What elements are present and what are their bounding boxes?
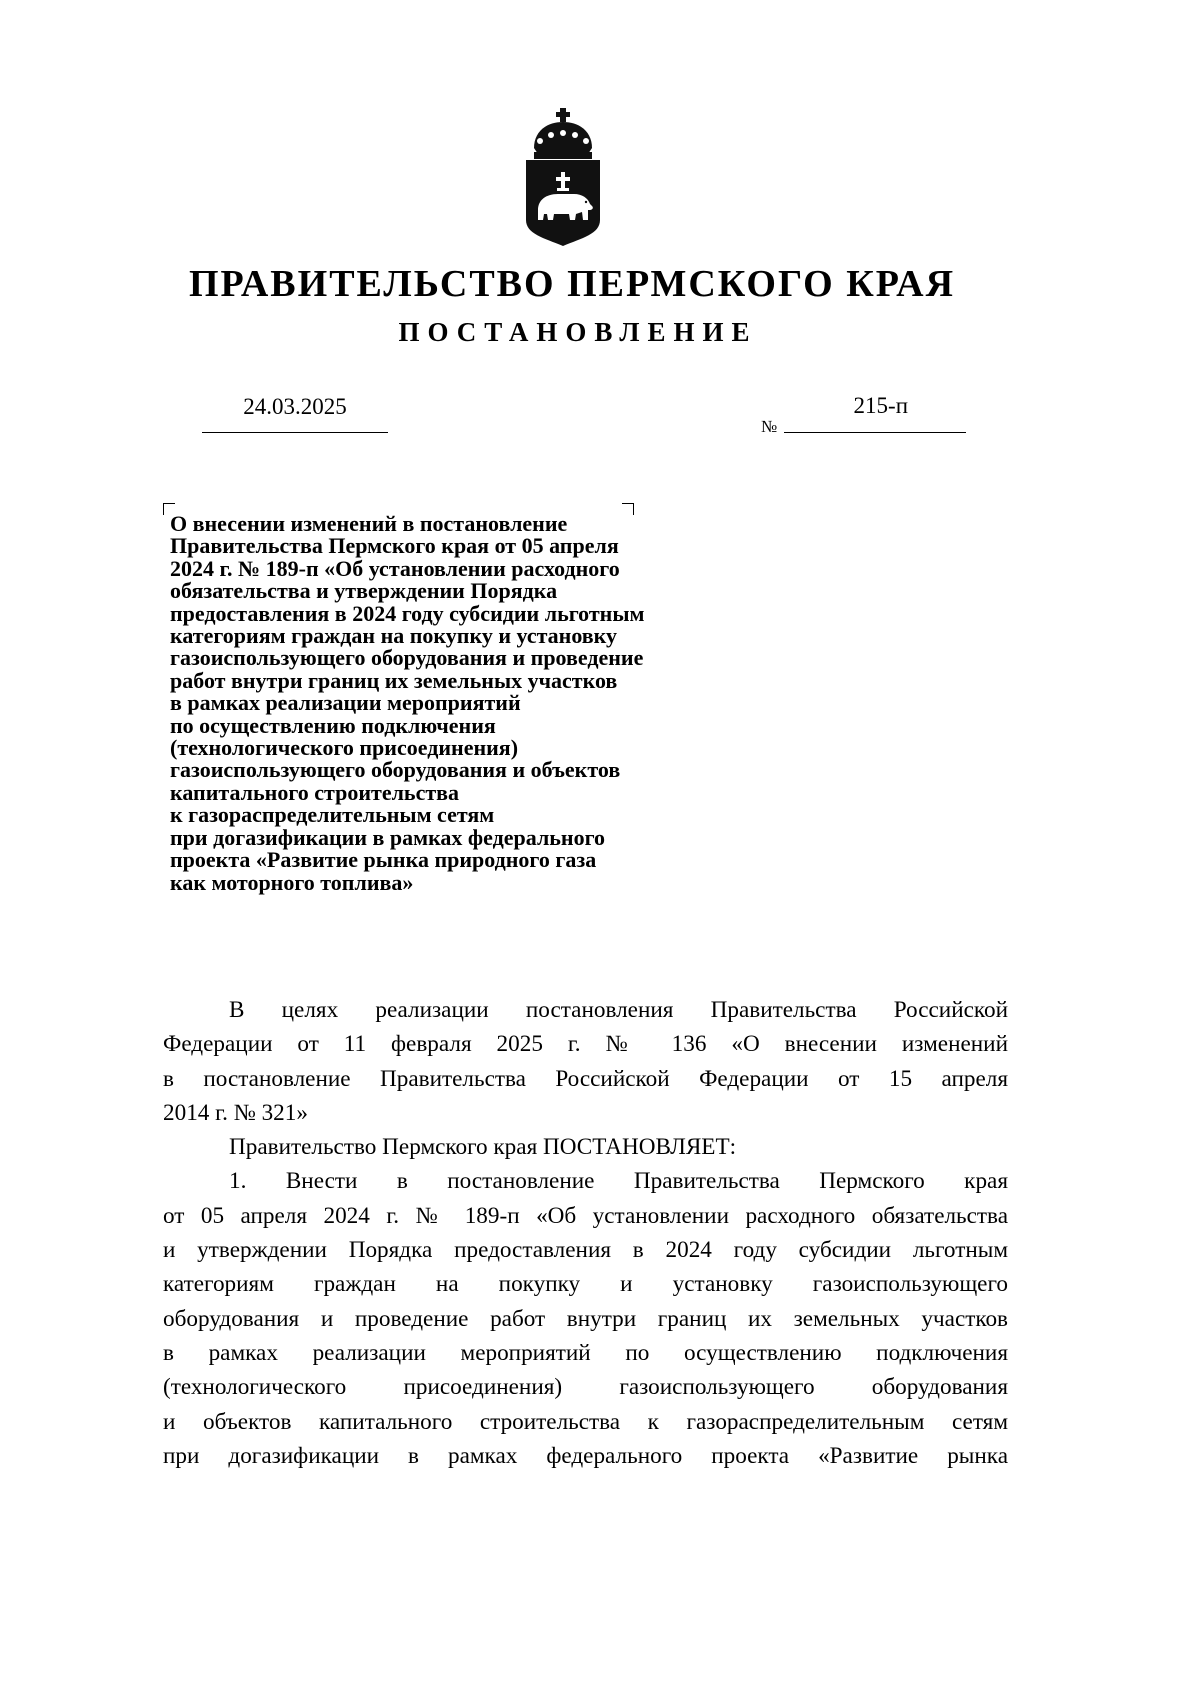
organization-name: ПРАВИТЕЛЬСТВО ПЕРМСКОГО КРАЯ <box>188 263 956 305</box>
body-line: и утверждении Порядка предоставления в 2024 году субсидии льготным <box>163 1237 1008 1264</box>
title-line: по осуществлению подключения <box>170 712 496 738</box>
document-body <box>163 993 1008 1473</box>
body-line: в постановление Правительства Российской Федерации от 15 апреля <box>163 1065 1008 1092</box>
body-line: оборудования и проведение работ внутри границ их земельных участков <box>163 1305 1008 1332</box>
coat-of-arms-icon <box>520 108 606 248</box>
title-line: (технологического присоединения) <box>170 735 519 761</box>
body-line: 1. Внести в постановление Правительства Пермского края <box>229 1168 1008 1195</box>
title-line: категориям граждан на покупку и установку <box>170 623 618 649</box>
body-line: 2014 г. № 321» <box>163 1099 308 1126</box>
body-line: в рамках реализации мероприятий по осуществлению подключения <box>163 1339 1008 1366</box>
title-line: предоставления в 2024 году субсидии льготным <box>170 600 645 626</box>
title-line: обязательства и утверждении Порядка <box>170 578 558 604</box>
number-sign: № <box>761 417 778 436</box>
title-line: работ внутри границ их земельных участков <box>170 667 618 693</box>
title-line: Правительства Пермского края от 05 апреля <box>170 533 619 559</box>
title-line: как моторного топлива» <box>170 869 414 895</box>
title-line: 2024 г. № 189-п «Об установлении расходного <box>170 555 620 581</box>
title-line: в рамках реализации мероприятий <box>170 690 521 716</box>
body-line: от 05 апреля 2024 г. № 189-п «Об установлении расходного обязательства <box>163 1202 1008 1229</box>
date-underline <box>202 432 388 433</box>
body-line: Правительство Пермского края ПОСТАНОВЛЯЕТ: <box>229 1134 737 1161</box>
title-line: капитального строительства <box>170 779 460 805</box>
title-line: к газораспределительным сетям <box>170 802 495 828</box>
body-line: при догазификации в рамках федерального проекта «Развитие рынка <box>163 1442 1008 1469</box>
title-line: проекта «Развитие рынка природного газа <box>170 847 597 873</box>
body-line: категориям граждан на покупку и установку газоиспользующего <box>163 1271 1008 1298</box>
document-title <box>170 513 770 894</box>
document-type: ПОСТАНОВЛЕНИЕ <box>398 317 758 347</box>
body-line: В целях реализации постановления Правительства Российской <box>229 997 1008 1023</box>
title-line: газоиспользующего оборудования и проведение <box>170 645 644 671</box>
title-line: газоиспользующего оборудования и объектов <box>170 757 621 783</box>
title-line: О внесении изменений в постановление <box>170 511 568 536</box>
title-line: при догазификации в рамках федерального <box>170 824 606 850</box>
body-line: Федерации от 11 февраля 2025 г. № 136 «О внесении изменений <box>163 1031 1008 1058</box>
body-line: и объектов капитального строительства к газораспределительным сетям <box>163 1408 1008 1435</box>
document-date: 24.03.2025 <box>243 394 347 419</box>
number-underline <box>784 432 966 433</box>
body-line: (технологического присоединения) газоиспользующего оборудования <box>163 1374 1008 1401</box>
document-number: 215-п <box>853 393 908 418</box>
